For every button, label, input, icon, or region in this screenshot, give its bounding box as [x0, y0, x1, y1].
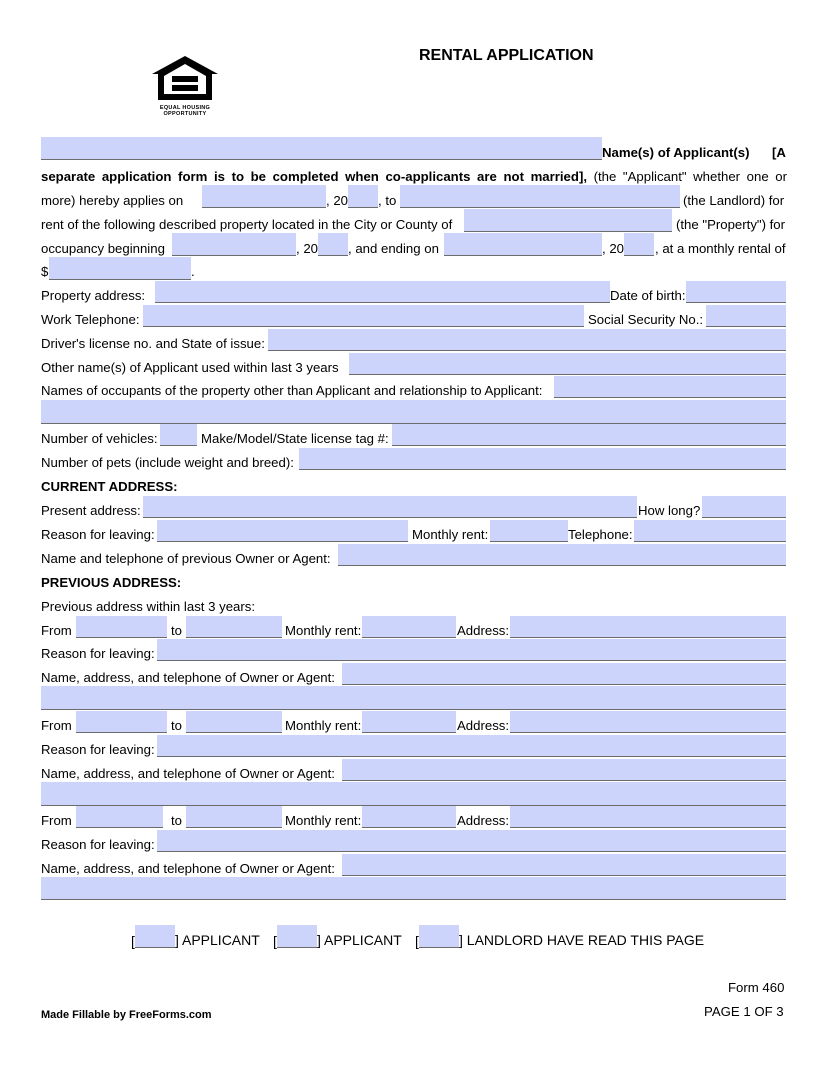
- prev3-rent-field[interactable]: [362, 806, 456, 828]
- property-address-label: Property address:: [41, 288, 146, 303]
- vehicles-field[interactable]: [160, 424, 197, 446]
- prev1-to-label: to: [171, 623, 182, 638]
- bracket-open-text: [A: [772, 145, 786, 160]
- prev1-rent-field[interactable]: [362, 616, 456, 638]
- occupants-field-2[interactable]: [41, 400, 786, 424]
- current-reason-label: Reason for leaving:: [41, 527, 155, 542]
- prev3-owner-field-2[interactable]: [41, 877, 786, 900]
- ssn-label: Social Security No.:: [588, 312, 704, 327]
- applicants-label: Name(s) of Applicant(s): [602, 145, 750, 160]
- prev3-from-field[interactable]: [76, 806, 163, 828]
- date-of-birth-label: Date of birth:: [610, 288, 686, 303]
- vehicles-label: Number of vehicles:: [41, 431, 158, 446]
- pets-label: Number of pets (include weight and breed):: [41, 455, 294, 470]
- prev1-address-field[interactable]: [510, 616, 786, 638]
- make-model-label: Make/Model/State license tag #:: [201, 431, 389, 446]
- current-telephone-label: Telephone:: [568, 527, 633, 542]
- equal-housing-house-icon: [150, 54, 220, 104]
- current-reason-field[interactable]: [157, 520, 408, 542]
- previous-owner-field[interactable]: [338, 544, 786, 566]
- initial2-bracket: [: [273, 933, 277, 949]
- applicant1-initials-field[interactable]: [135, 925, 175, 948]
- make-model-field[interactable]: [392, 424, 786, 446]
- current-rent-field[interactable]: [490, 520, 568, 542]
- made-fillable-credit: Made Fillable by FreeForms.com: [41, 1009, 212, 1021]
- initial3-bracket: [: [415, 933, 419, 949]
- occupancy-start-year-field[interactable]: [318, 233, 348, 256]
- drivers-license-label: Driver's license no. and State of issue:: [41, 336, 265, 351]
- landlord-label: (the Landlord) for: [683, 193, 785, 208]
- start-year-prefix: , 20: [296, 241, 318, 256]
- how-long-label: How long?: [638, 503, 701, 518]
- initial1-bracket: [: [131, 933, 135, 949]
- drivers-license-field[interactable]: [268, 329, 786, 351]
- current-telephone-field[interactable]: [634, 520, 786, 542]
- previous-owner-label: Name and telephone of previous Owner or Agent:: [41, 551, 331, 566]
- end-year-prefix: , 20: [602, 241, 624, 256]
- other-names-label: Other name(s) of Applicant used within last 3 years: [41, 360, 339, 375]
- prev1-rent-label: Monthly rent:: [285, 623, 362, 638]
- monthly-rental-amount-field[interactable]: [49, 257, 191, 280]
- applicant2-initials-label: ] APPLICANT: [317, 932, 402, 948]
- application-date-field[interactable]: [202, 185, 326, 208]
- occupancy-end-year-field[interactable]: [624, 233, 654, 256]
- year-prefix-label: , 20: [326, 193, 348, 208]
- occupants-label: Names of occupants of the property other than Applicant and relationship to Applicant:: [41, 383, 543, 398]
- property-address-field[interactable]: [155, 281, 610, 303]
- prev3-reason-field[interactable]: [157, 830, 786, 852]
- prev2-to-label: to: [171, 718, 182, 733]
- current-address-heading: CURRENT ADDRESS:: [41, 479, 178, 494]
- prev2-address-field[interactable]: [510, 711, 786, 733]
- prev3-rent-label: Monthly rent:: [285, 813, 362, 828]
- logo-caption-line1: EQUAL HOUSING: [159, 105, 211, 111]
- occupancy-beginning-label: occupancy beginning: [41, 241, 165, 256]
- date-of-birth-field[interactable]: [686, 281, 786, 303]
- previous-address-subheading: Previous address within last 3 years:: [41, 599, 256, 614]
- prev3-reason-label: Reason for leaving:: [41, 837, 155, 852]
- present-address-label: Present address:: [41, 503, 141, 518]
- other-names-field[interactable]: [349, 353, 786, 375]
- prev2-to-field[interactable]: [186, 711, 282, 733]
- prev1-from-field[interactable]: [76, 616, 167, 638]
- prev2-owner-label: Name, address, and telephone of Owner or Agent:: [41, 766, 335, 781]
- separate-form-note: separate application form is to be completed when co-applicants are not married],: [41, 169, 587, 184]
- work-telephone-label: Work Telephone:: [41, 312, 140, 327]
- occupants-field-1[interactable]: [554, 376, 786, 398]
- prev2-reason-field[interactable]: [157, 735, 786, 757]
- prev2-reason-label: Reason for leaving:: [41, 742, 155, 757]
- ending-on-label: , and ending on: [348, 241, 439, 256]
- prev2-rent-field[interactable]: [362, 711, 456, 733]
- present-address-field[interactable]: [143, 496, 637, 518]
- landlord-initials-label: ] LANDLORD HAVE READ THIS PAGE: [459, 932, 705, 948]
- applies-on-label: more) hereby applies on: [41, 193, 184, 208]
- prev3-from-label: From: [41, 813, 72, 828]
- dollar-sign: $: [41, 264, 49, 279]
- monthly-rental-label: , at a monthly rental of: [655, 241, 786, 256]
- city-county-label: rent of the following described property located in the City or County of: [41, 217, 453, 232]
- prev1-reason-field[interactable]: [157, 639, 786, 661]
- to-label: , to: [378, 193, 397, 208]
- prev1-from-label: From: [41, 623, 72, 638]
- applicant-definition: (the "Applicant" whether one or: [593, 169, 787, 184]
- landlord-initials-field[interactable]: [419, 925, 459, 948]
- current-rent-label: Monthly rent:: [412, 527, 489, 542]
- ssn-field[interactable]: [706, 305, 786, 327]
- prev2-from-label: From: [41, 718, 72, 733]
- prev3-to-label: to: [171, 813, 182, 828]
- page-title: RENTAL APPLICATION: [419, 47, 594, 64]
- occupancy-end-date-field[interactable]: [444, 233, 602, 256]
- work-telephone-field[interactable]: [143, 305, 584, 327]
- prev2-address-label: Address:: [457, 718, 510, 733]
- prev2-owner-field-2[interactable]: [41, 782, 786, 806]
- prev2-owner-field-1[interactable]: [342, 759, 786, 781]
- form-number: Form 460: [728, 980, 785, 995]
- prev1-owner-label: Name, address, and telephone of Owner or Agent:: [41, 670, 335, 685]
- prev1-to-field[interactable]: [186, 616, 282, 638]
- prev1-owner-field-2[interactable]: [41, 686, 786, 710]
- prev1-owner-field-1[interactable]: [342, 663, 786, 685]
- period-text: .: [191, 264, 195, 279]
- equal-housing-logo: [150, 54, 220, 120]
- prev3-address-label: Address:: [457, 813, 510, 828]
- prev1-reason-label: Reason for leaving:: [41, 646, 155, 661]
- prev3-owner-label: Name, address, and telephone of Owner or Agent:: [41, 861, 335, 876]
- prev2-rent-label: Monthly rent:: [285, 718, 362, 733]
- occupancy-start-date-field[interactable]: [172, 233, 296, 256]
- pets-field[interactable]: [299, 448, 786, 470]
- property-label: (the "Property") for: [676, 217, 786, 232]
- application-year-field[interactable]: [348, 185, 378, 208]
- logo-caption-line2: OPPORTUNITY: [163, 111, 207, 117]
- page-number: PAGE 1 OF 3: [704, 1004, 784, 1019]
- prev3-to-field[interactable]: [186, 806, 282, 828]
- landlord-name-field[interactable]: [400, 185, 680, 208]
- city-county-field[interactable]: [464, 209, 672, 232]
- applicant-names-field[interactable]: [41, 137, 602, 160]
- previous-address-heading: PREVIOUS ADDRESS:: [41, 575, 182, 590]
- prev1-address-label: Address:: [457, 623, 510, 638]
- applicant2-initials-field[interactable]: [277, 925, 317, 948]
- prev3-address-field[interactable]: [510, 806, 786, 828]
- applicant1-initials-label: ] APPLICANT: [175, 932, 260, 948]
- prev3-owner-field-1[interactable]: [342, 854, 786, 876]
- prev2-from-field[interactable]: [76, 711, 167, 733]
- how-long-field[interactable]: [702, 496, 786, 518]
- intro-line-2: [41, 169, 787, 185]
